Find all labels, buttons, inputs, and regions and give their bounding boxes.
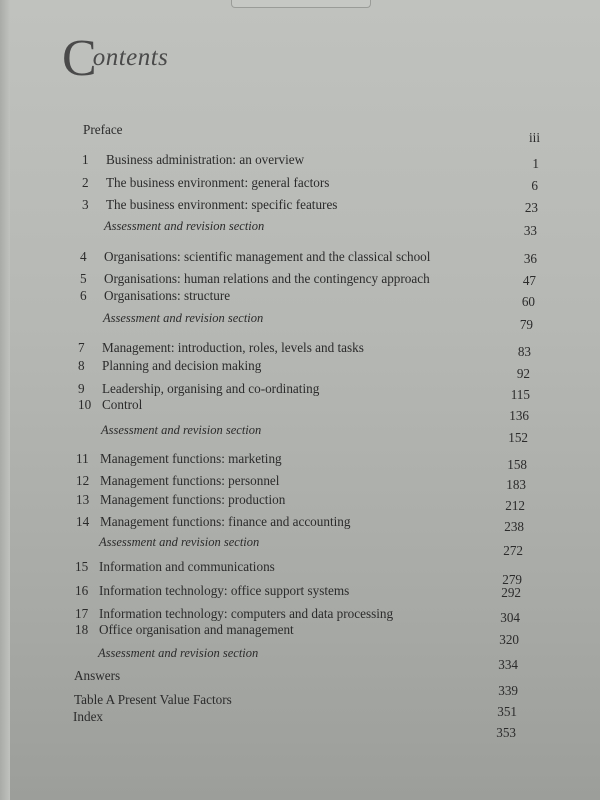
page-number: 183	[506, 477, 526, 492]
toc-entry	[74, 668, 120, 684]
entry-title: Assessment and revision section	[103, 311, 264, 325]
page-number: 79	[519, 317, 533, 332]
toc-entry	[83, 122, 123, 138]
page-spine-shadow	[0, 0, 10, 800]
toc-entry	[74, 692, 232, 708]
toc-entry	[78, 340, 364, 356]
entry-title: Control	[102, 397, 143, 412]
page-number: 353	[496, 725, 516, 740]
page-number: 292	[501, 585, 521, 600]
chapter-number: 7	[78, 340, 85, 355]
toc-entry	[99, 535, 259, 550]
page-number: 152	[508, 430, 528, 445]
page-number: 212	[505, 498, 525, 513]
page-number: 304	[500, 610, 520, 625]
chapter-number: 6	[80, 288, 87, 303]
toc-entry	[103, 311, 263, 326]
page-number: 33	[523, 223, 537, 238]
entry-title: Assessment and revision section	[104, 219, 265, 233]
entry-title: Assessment and revision section	[101, 423, 262, 437]
title-rest: ontents	[92, 44, 169, 71]
toc-entry	[75, 583, 349, 599]
page-number: 351	[497, 704, 517, 719]
toc-entry	[78, 381, 319, 397]
chapter-number: 18	[75, 622, 89, 637]
toc-entry	[78, 397, 142, 413]
toc-entry	[80, 271, 430, 287]
toc-entry	[98, 646, 258, 661]
toc-entry	[75, 559, 275, 575]
entry-title: Management: introduction, roles, levels and tasks	[102, 340, 364, 355]
page-number: 36	[523, 251, 537, 266]
book-clip-tab	[231, 0, 371, 8]
page-number: 320	[499, 632, 519, 647]
entry-title: Table A Present Value Factors	[74, 692, 232, 707]
entry-title: Information and communications	[99, 559, 275, 574]
title-drop-cap: C	[62, 30, 97, 87]
toc-entry	[76, 473, 279, 489]
entry-title: Organisations: structure	[104, 288, 231, 303]
entry-title: Information technology: computers and data processing	[99, 606, 394, 621]
page-number: 279	[502, 572, 522, 587]
entry-title: Office organisation and management	[99, 622, 294, 637]
entry-title: The business environment: general factors	[106, 175, 330, 190]
toc-entry	[78, 358, 261, 374]
chapter-number: 10	[78, 397, 92, 412]
chapter-number: 15	[75, 559, 89, 574]
page-number: 272	[503, 543, 523, 558]
entry-title: Information technology: office support systems	[99, 583, 350, 598]
entry-title: Preface	[83, 122, 123, 137]
page-number: iii	[529, 130, 540, 145]
toc-entry	[82, 175, 329, 191]
entry-title: The business environment: specific features	[106, 197, 338, 212]
chapter-number: 5	[80, 271, 87, 286]
page-number: 158	[507, 457, 527, 472]
entry-title: Management functions: personnel	[100, 473, 280, 488]
entry-title: Management functions: marketing	[100, 451, 282, 466]
entry-title: Management functions: finance and accounting	[100, 514, 351, 529]
page-number: 92	[516, 366, 530, 381]
entry-title: Answers	[74, 668, 121, 683]
toc-entry	[75, 622, 294, 638]
page-title	[62, 30, 172, 87]
toc-entry	[76, 514, 350, 530]
toc-entry	[75, 606, 393, 622]
toc-entry	[80, 288, 230, 304]
chapter-number: 17	[75, 606, 89, 621]
entry-title: Planning and decision making	[102, 358, 262, 373]
entry-title: Organisations: scientific management and the classical school	[104, 249, 431, 264]
entry-title: Business administration: an overview	[106, 152, 305, 167]
chapter-number: 1	[82, 152, 89, 167]
toc-entry	[76, 492, 285, 508]
toc-entry	[73, 709, 103, 725]
page-number: 47	[522, 273, 536, 288]
toc-entry	[76, 451, 282, 467]
entry-title: Index	[73, 709, 104, 724]
page-number: 115	[510, 387, 530, 402]
toc-entry	[82, 152, 304, 168]
entry-title: Management functions: production	[100, 492, 286, 507]
page-number: 23	[524, 200, 538, 215]
toc-entry	[82, 197, 337, 213]
chapter-number: 8	[78, 358, 85, 373]
page-number: 83	[517, 344, 531, 359]
page-number: 6	[531, 178, 538, 193]
toc-entry	[80, 249, 430, 265]
entry-title: Organisations: human relations and the contingency approach	[104, 271, 430, 286]
entry-title: Leadership, organising and co-ordinating	[102, 381, 320, 396]
chapter-number: 16	[75, 583, 89, 598]
chapter-number: 12	[76, 473, 90, 488]
page-number: 136	[509, 408, 529, 423]
chapter-number: 3	[82, 197, 89, 212]
entry-title: Assessment and revision section	[98, 646, 259, 660]
page-number: 238	[504, 519, 524, 534]
chapter-number: 9	[78, 381, 85, 396]
page-number: 339	[498, 683, 518, 698]
chapter-number: 14	[76, 514, 90, 529]
toc-entry	[104, 219, 264, 234]
page-number: 334	[498, 657, 518, 672]
chapter-number: 11	[76, 451, 89, 466]
chapter-number: 4	[80, 249, 87, 264]
toc-entry	[101, 423, 261, 438]
chapter-number: 13	[76, 492, 90, 507]
page-number: 1	[532, 156, 539, 171]
chapter-number: 2	[82, 175, 89, 190]
page-number: 60	[521, 294, 535, 309]
entry-title: Assessment and revision section	[99, 535, 260, 549]
